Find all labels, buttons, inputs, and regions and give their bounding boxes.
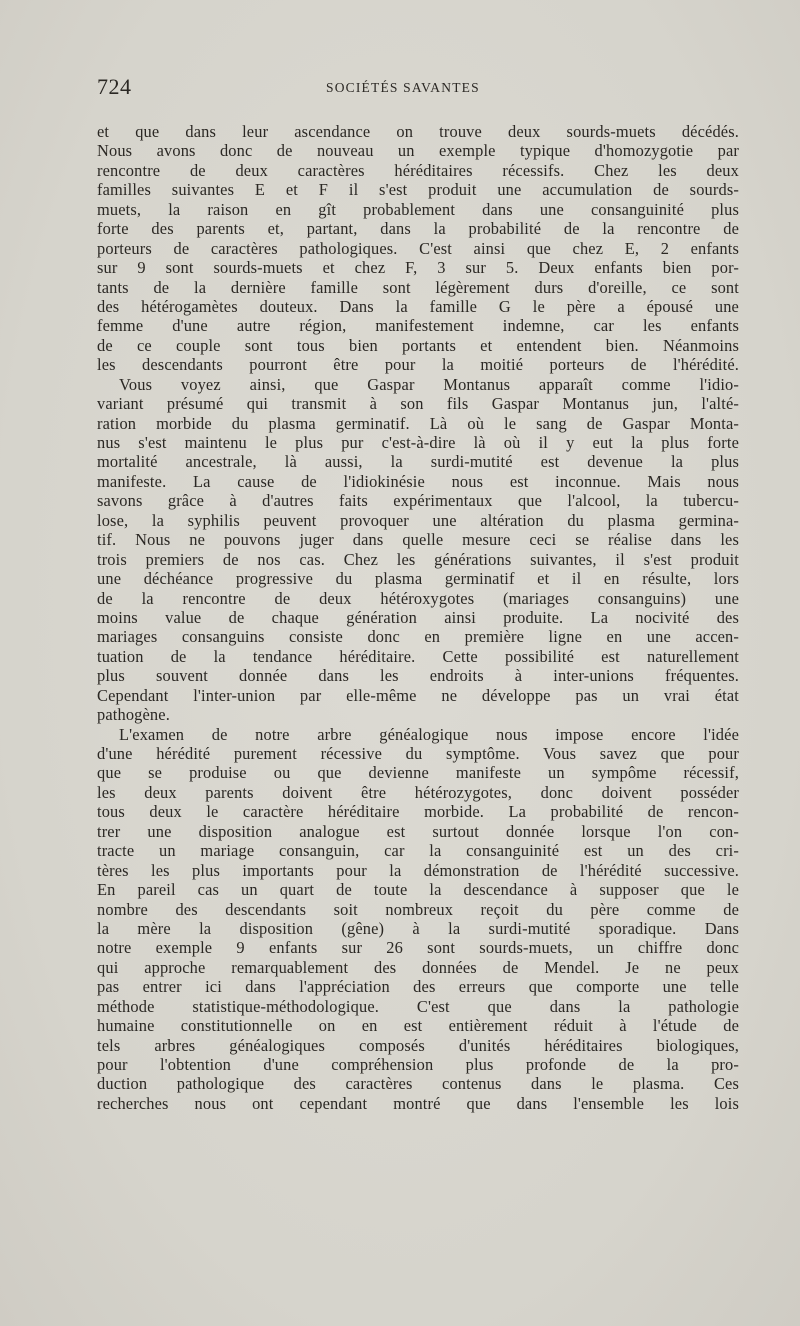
- text-line: nombre des descendants soit nombreux reçoit du père comme de: [97, 899, 739, 919]
- text-line: variant présumé qui transmit à son fils Gaspar Montanus jun, l'alté-: [97, 394, 739, 414]
- text-line: Vous voyez ainsi, que Gaspar Montanus apparaît comme l'idio-: [119, 374, 739, 394]
- text-line: ration morbide du plasma germinatif. Là où le sang de Gaspar Monta-: [97, 413, 739, 433]
- text-line: rencontre de deux caractères héréditaires récessifs. Chez les deux: [97, 160, 739, 180]
- text-line: moins value de chaque génération ainsi produite. La nocivité des: [97, 607, 739, 627]
- text-line: muets, la raison en gît probablement dans une consanguinité plus: [97, 199, 739, 219]
- text-line: En pareil cas un quart de toute la descendance à supposer que le: [97, 880, 739, 900]
- text-line: forte des parents et, partant, dans la probabilité de la rencontre de: [97, 219, 739, 239]
- text-line: méthode statistique-méthodologique. C'est que dans la pathologie: [97, 996, 739, 1016]
- text-line: tants de la dernière famille sont légèrement durs d'oreille, ce sont: [97, 277, 739, 297]
- text-line: recherches nous ont cependant montré que dans l'ensemble les lois: [97, 1093, 739, 1113]
- text-line: manifeste. La cause de l'idiokinésie nous est inconnue. Mais nous: [97, 471, 739, 491]
- text-line: une déchéance progressive du plasma germinatif et il en résulte, lors: [97, 569, 739, 589]
- text-line: de la rencontre de deux hétéroxygotes (mariages consanguins) une: [97, 588, 739, 608]
- text-line: des hétérogamètes douteux. Dans la famille G le père a épousé une: [97, 296, 739, 316]
- text-line: tracte un mariage consanguin, car la consanguinité est un des cri-: [97, 841, 739, 861]
- text-line: d'une hérédité purement récessive du symptôme. Vous savez que pour: [97, 744, 739, 763]
- text-line: humaine constitutionnelle on en est entièrement réduit à l'étude de: [97, 1016, 739, 1036]
- page-number: 724: [97, 74, 132, 99]
- text-line: porteurs de caractères pathologiques. C'est ainsi que chez E, 2 enfants: [97, 238, 739, 258]
- text-line: Nous avons donc de nouveau un exemple typique d'homozygotie par: [97, 141, 739, 161]
- text-line: de ce couple sont tous bien portants et entendent bien. Néanmoins: [97, 335, 739, 355]
- text-line: femme d'une autre région, manifestement indemne, car les enfants: [97, 316, 739, 336]
- text-line: la mère la disposition (gêne) à la surdi-mutité sporadique. Dans: [97, 918, 739, 938]
- text-line: les deux parents doivent être hétérozygotes, donc doivent posséder: [97, 782, 739, 802]
- text-line: notre exemple 9 enfants sur 26 sont sourds-muets, un chiffre donc: [97, 938, 739, 958]
- text-line: duction pathologique des caractères contenus dans le plasma. Ces: [97, 1074, 739, 1094]
- text-line: les descendants pourront être pour la moitié porteurs de l'hérédité.: [97, 355, 739, 375]
- text-line: mortalité ancestrale, là aussi, la surdi-mutité est devenue la plus: [97, 452, 739, 472]
- text-line: pathogène.: [97, 705, 170, 725]
- page-header: [97, 74, 737, 98]
- text-line: nus s'est maintenu le plus pur c'est-à-dire là où il y eut la plus forte: [97, 433, 739, 452]
- text-line: familles suivantes E et F il s'est produit une accumulation de sourds-: [97, 180, 739, 200]
- text-line: qui approche remarquablement des données de Mendel. Je ne peux: [97, 957, 739, 977]
- text-line: plus souvent donnée dans les endroits à inter-unions fréquentes.: [97, 666, 739, 686]
- text-line: sur 9 sont sourds-muets et chez F, 3 sur 5. Deux enfants bien por-: [97, 258, 739, 278]
- body-text: [97, 122, 739, 1113]
- text-line: trer une disposition analogue est surtout donnée lorsque l'on con-: [97, 821, 739, 841]
- text-line: savons grâce à d'autres faits expérimentaux que l'alcool, la tubercu-: [97, 491, 739, 511]
- text-line: pas entrer ici dans l'appréciation des erreurs que comporte une telle: [97, 977, 739, 997]
- text-line: pour l'obtention d'une compréhension plus profonde de la pro-: [97, 1055, 739, 1074]
- text-line: Cependant l'inter-union par elle-même ne développe pas un vrai état: [97, 685, 739, 705]
- text-line: tous deux le caractère héréditaire morbide. La probabilité de rencon-: [97, 802, 739, 822]
- text-line: tuation de la tendance héréditaire. Cette possibilité est naturellement: [97, 646, 739, 666]
- text-line: tères les plus importants pour la démonstration de l'hérédité successive.: [97, 860, 739, 880]
- text-line: et que dans leur ascendance on trouve deux sourds-muets décédés.: [97, 122, 739, 141]
- text-line: mariages consanguins consiste donc en première ligne en une accen-: [97, 627, 739, 647]
- running-head: SOCIÉTÉS SAVANTES: [326, 80, 480, 95]
- text-line: que se produise ou que devienne manifeste un sympôme récessif,: [97, 763, 739, 783]
- text-line: lose, la syphilis peuvent provoquer une altération du plasma germina-: [97, 510, 739, 530]
- text-line: tif. Nous ne pouvons juger dans quelle mesure ceci se réalise dans les: [97, 530, 739, 550]
- text-line: trois premiers de nos cas. Chez les générations suivantes, il s'est produit: [97, 549, 739, 569]
- text-line: tels arbres généalogiques composés d'unités héréditaires biologiques,: [97, 1035, 739, 1055]
- text-line: L'examen de notre arbre généalogique nous impose encore l'idée: [119, 724, 739, 744]
